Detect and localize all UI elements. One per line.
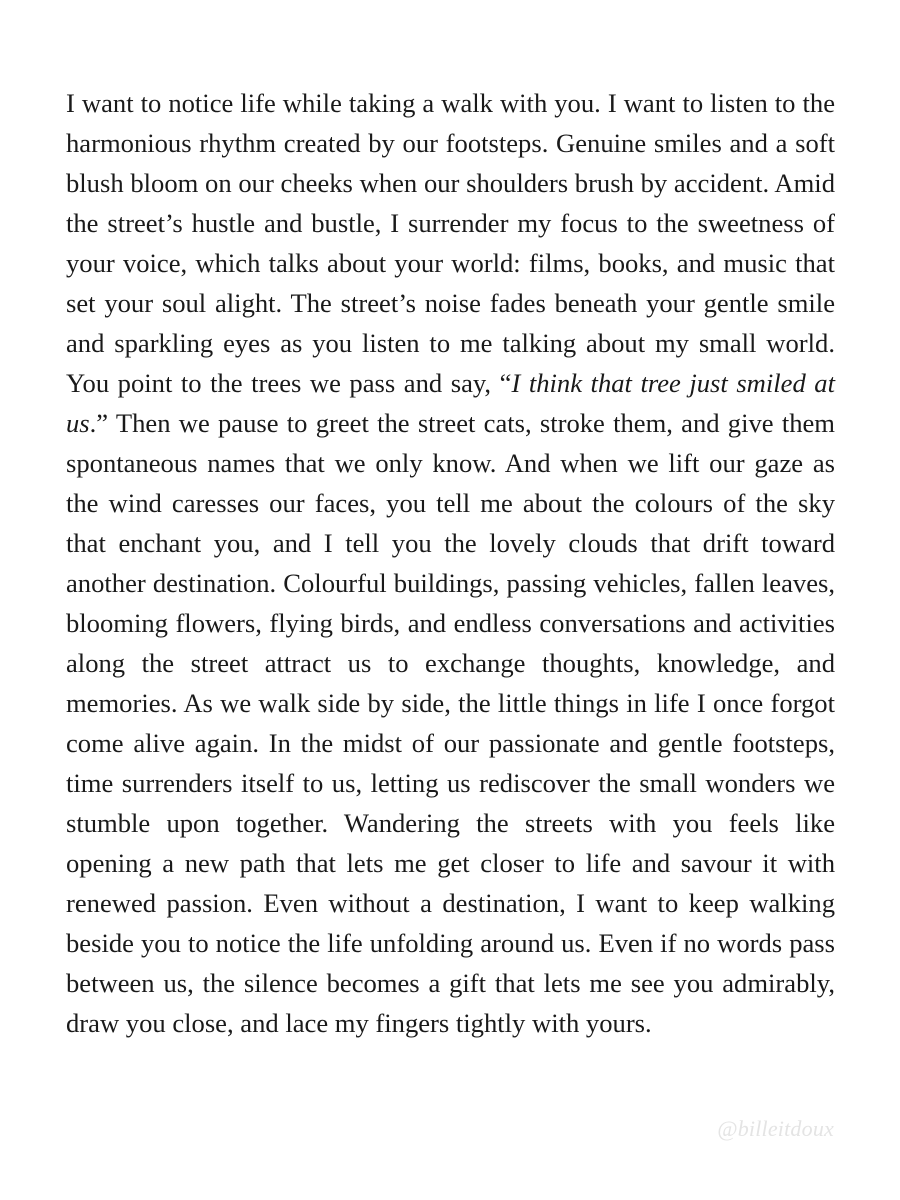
passage-text-part-1: I want to notice life while taking a walk with you. I want to listen to the harmonious rhythm created by our footsteps. Genuine smiles and a soft blush bloom on our cheeks when our shoulders brush by accident. Amid the street’s hustle and bustle, I surrender my focus to the sweetness of your voice, which talks about your world: films, books, and music that set your soul alight. The street’s noise fades beneath your gentle smile and sparkling eyes as you listen to me talking about my small world. You point to the trees we pass and say, “ bbox=[66, 88, 835, 398]
author-handle-watermark: @billeitdoux bbox=[717, 1116, 834, 1141]
passage-italic-quote: I think that tree just smiled at us bbox=[66, 368, 835, 438]
passage-text-part-2: .” Then we pause to greet the street cats, stroke them, and give them spontaneous names that we only know. And when we lift our gaze as the wind caresses our faces, you tell me about the colours of the sky that enchant you, and I tell you the lovely clouds that drift toward another destination. Colourful buildings, passing vehicles, fallen leaves, blooming flowers, flying birds, and endless conversations and activities along the street attract us to exchange thoughts, knowledge, and memories. As we walk side by side, the little things in life I once forgot come alive again. In the midst of our passionate and gentle footsteps, time surrenders itself to us, letting us rediscover the small wonders we stumble upon together. Wandering the streets with you feels like opening a new path that lets me get closer to life and savour it with renewed passion. Even without a destination, I want to keep walking beside you to notice the life unfolding around us. Even if no words pass between us, the silence becomes a gift that lets me see you admirably, draw you close, and lace my fingers tightly with yours. bbox=[66, 408, 835, 1038]
passage-paragraph bbox=[66, 83, 835, 1043]
